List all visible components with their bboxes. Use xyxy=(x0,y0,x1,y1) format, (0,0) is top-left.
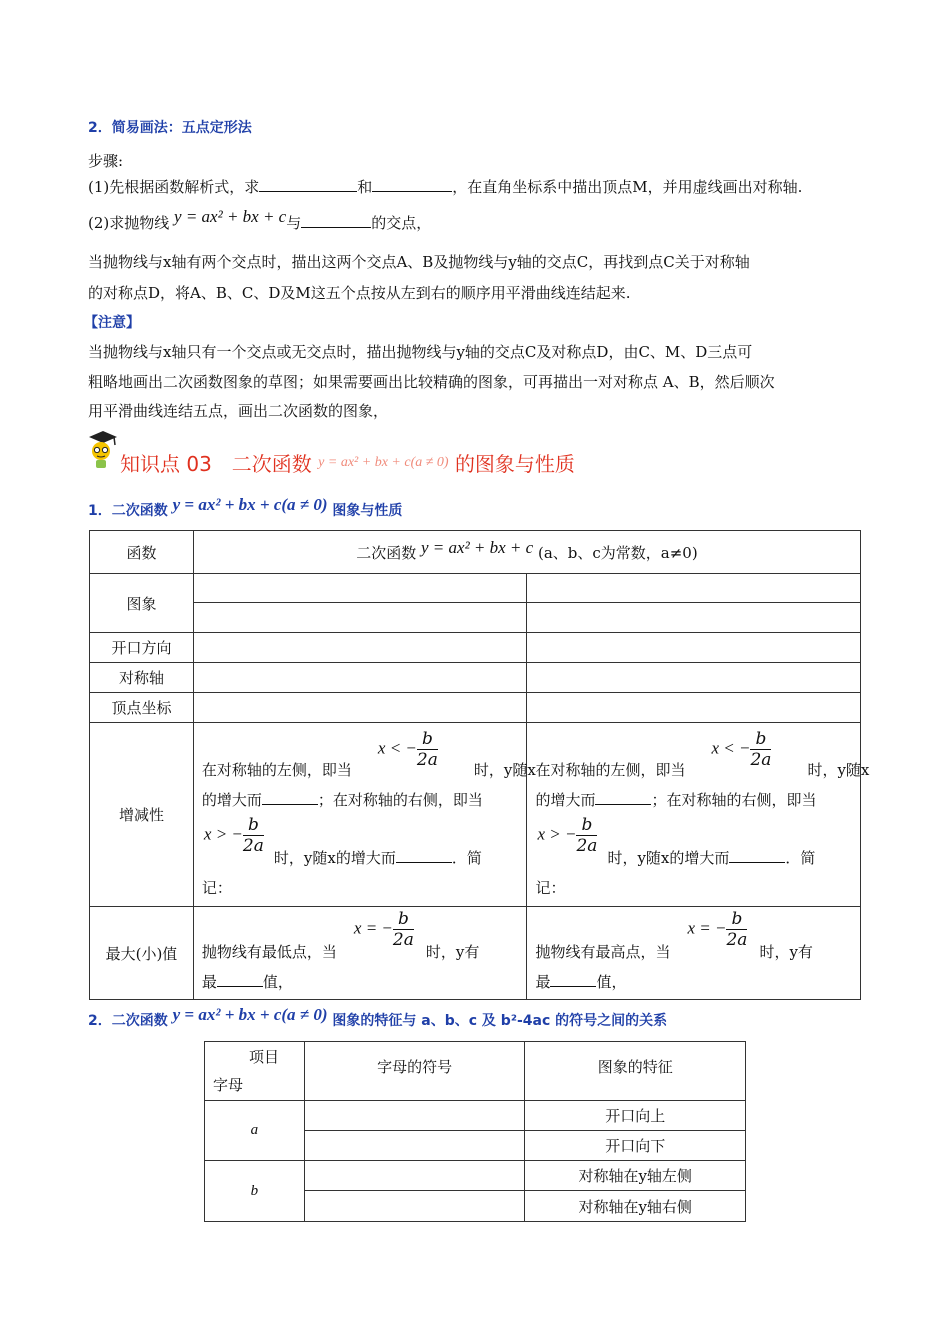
cond-right: x > − xyxy=(537,824,577,844)
ext-text-c: 最 xyxy=(535,973,551,991)
feature-cell: 对称轴在y轴右侧 xyxy=(525,1191,746,1222)
step-2-text-b: 与 xyxy=(286,214,302,232)
subheading-2 xyxy=(88,1005,668,1030)
table-cell xyxy=(304,1191,525,1222)
frac-den: 2a xyxy=(750,750,772,770)
mono-text-a: 在对称轴的左侧，即当 xyxy=(201,761,352,779)
kp-title-formula: y = ax² + bx + c(a ≠ 0) xyxy=(318,455,449,470)
header-cell: 图象的特征 xyxy=(525,1042,746,1101)
mono-text-c: 的增大而 xyxy=(201,791,262,809)
note-line: 当抛物线与x轴只有一个交点或无交点时，描出抛物线与y轴的交点C及对称点D，由C、M、D三点可 xyxy=(88,343,753,361)
blank xyxy=(595,789,651,805)
mono-text-g: 记： xyxy=(201,879,232,897)
blank xyxy=(372,176,452,192)
paragraph-line: 的对称点D，将A、B、C、D及M这五个点按从左到右的顺序用平滑曲线连结起来. xyxy=(88,284,631,302)
mono-cell-left xyxy=(193,723,536,907)
ext-text-c: 最 xyxy=(201,973,217,991)
frac-num: b xyxy=(393,909,414,930)
mono-text-b: 时，y随x xyxy=(807,761,870,779)
mono-text-f: ．简 xyxy=(785,849,816,867)
corner-cell xyxy=(205,1042,305,1101)
note-line: 粗略地画出二次函数图象的草图；如果需要画出比较精确的图象，可再描出一对对称点 A、B，然后顺次 xyxy=(88,373,775,391)
corner-bottom: 字母 xyxy=(213,1076,244,1094)
blank xyxy=(217,971,263,987)
step-1-text-b: 和 xyxy=(357,178,373,196)
header-formula: y = ax² + bx + c xyxy=(421,537,534,557)
frac-num: b xyxy=(576,815,597,836)
frac-den: 2a xyxy=(416,750,438,770)
blank xyxy=(396,847,452,863)
header-cell: 字母的符号 xyxy=(304,1042,525,1101)
scholar-icon xyxy=(86,428,120,470)
frac-den: 2a xyxy=(392,930,414,950)
frac-num: b xyxy=(726,909,747,930)
table-cell xyxy=(527,693,861,723)
frac-num: b xyxy=(417,729,438,750)
ext-text-a: 抛物线有最高点，当 xyxy=(535,943,671,961)
cond-left: x < − xyxy=(711,738,751,758)
kp-title-a: 知识点 03 二次函数 xyxy=(120,452,312,476)
note-line: 用平滑曲线连结五点，画出二次函数的图象， xyxy=(88,402,389,420)
table-cell xyxy=(304,1161,525,1191)
cond-right: x > − xyxy=(203,824,243,844)
table-cell xyxy=(527,633,861,663)
table-cell xyxy=(527,574,861,603)
feature-cell: 开口向下 xyxy=(525,1131,746,1161)
kp-title-b: 的图象与性质 xyxy=(454,452,575,476)
table-cell xyxy=(193,574,527,603)
blank xyxy=(262,789,318,805)
mono-text-a: 在对称轴的左侧，即当 xyxy=(535,761,686,779)
frac-num: b xyxy=(750,729,771,750)
row-label-b: b xyxy=(205,1161,305,1222)
note-label: 【注意】 xyxy=(84,315,140,331)
step-1 xyxy=(88,176,802,197)
blank xyxy=(550,971,596,987)
blank xyxy=(729,847,785,863)
section-heading: 2．简易画法：五点定形法 xyxy=(88,120,252,136)
cond-left: x < − xyxy=(377,738,417,758)
subheading-1-a: 1．二次函数 xyxy=(88,503,168,519)
ext-cond: x = − xyxy=(353,918,393,938)
table-cell xyxy=(304,1101,525,1131)
mono-text-c: 的增大而 xyxy=(535,791,596,809)
ext-cond: x = − xyxy=(687,918,727,938)
mono-cell-right xyxy=(527,723,870,907)
mono-text-f: ．简 xyxy=(451,849,482,867)
subheading-2-b: 图象的特征与 a、b、c 及 b²-4ac 的符号之间的关系 xyxy=(332,1013,668,1029)
step-2 xyxy=(88,207,432,233)
table-cell xyxy=(304,1131,525,1161)
subheading-2-a: 2．二次函数 xyxy=(88,1013,168,1029)
knowledge-point-title xyxy=(120,448,575,477)
subheading-1 xyxy=(88,495,403,520)
row-label: 对称轴 xyxy=(90,663,194,693)
row-label: 开口方向 xyxy=(90,633,194,663)
mono-text-d: ；在对称轴的右侧，即当 xyxy=(651,791,817,809)
header-cell xyxy=(193,531,860,574)
extreme-cell-left xyxy=(193,907,527,1000)
ext-text-d: 值， xyxy=(262,973,293,991)
table-cell xyxy=(193,663,527,693)
blank xyxy=(259,176,357,192)
frac-den: 2a xyxy=(576,836,598,856)
ext-text-a: 抛物线有最低点，当 xyxy=(201,943,337,961)
corner-top: 项目 xyxy=(249,1048,280,1066)
ext-text-b: 时，y有 xyxy=(425,943,480,961)
step-2-text-a: (2)求抛物线 xyxy=(88,214,170,232)
extreme-cell-right xyxy=(527,907,861,1000)
mono-text-e: 时，y随x的增大而 xyxy=(607,849,730,867)
frac-den: 2a xyxy=(726,930,748,950)
table-cell xyxy=(193,633,527,663)
feature-cell: 开口向上 xyxy=(525,1101,746,1131)
table-cell xyxy=(193,603,527,633)
mono-text-d: ；在对称轴的右侧，即当 xyxy=(317,791,483,809)
subheading-1-b: 图象与性质 xyxy=(332,503,403,519)
steps-label: 步骤: xyxy=(88,152,124,170)
header-cell: 函数 xyxy=(90,531,194,574)
frac-den: 2a xyxy=(242,836,264,856)
row-label: 增减性 xyxy=(90,723,194,907)
row-label-a: a xyxy=(205,1101,305,1161)
subheading-2-formula: y = ax² + bx + c(a ≠ 0) xyxy=(172,1005,328,1024)
step-2-text-c: 的交点， xyxy=(371,214,432,232)
paragraph-line: 当抛物线与x轴有两个交点时，描出这两个交点A、B及抛物线与y轴的交点C，再找到点C关于对称轴 xyxy=(88,253,750,271)
ext-text-b: 时，y有 xyxy=(759,943,813,961)
table-cell xyxy=(527,603,861,633)
row-label: 顶点坐标 xyxy=(90,693,194,723)
sign-table xyxy=(204,1041,746,1222)
blank xyxy=(301,212,371,228)
header-text-b: (a、b、c为常数，a≠0) xyxy=(537,543,698,562)
step-1-text-a: (1)先根据函数解析式，求 xyxy=(88,178,260,196)
step-1-text-c: ，在直角坐标系中描出顶点M，并用虚线画出对称轴. xyxy=(452,178,803,196)
feature-cell: 对称轴在y轴左侧 xyxy=(525,1161,746,1191)
table-cell xyxy=(193,693,527,723)
frac-num: b xyxy=(243,815,264,836)
subheading-1-formula: y = ax² + bx + c(a ≠ 0) xyxy=(172,495,328,514)
mono-text-g: 记： xyxy=(535,879,566,897)
row-label: 最大(小)值 xyxy=(90,907,194,1000)
mono-text-e: 时，y随x的增大而 xyxy=(273,849,396,867)
ext-text-d: 值， xyxy=(596,973,627,991)
table-cell xyxy=(527,663,861,693)
row-label: 图象 xyxy=(90,574,194,633)
step-2-formula: y = ax² + bx + c xyxy=(174,207,287,226)
header-text-a: 二次函数 xyxy=(356,543,417,562)
properties-table xyxy=(89,530,870,1000)
mono-text-b: 时，y随x xyxy=(473,761,536,779)
